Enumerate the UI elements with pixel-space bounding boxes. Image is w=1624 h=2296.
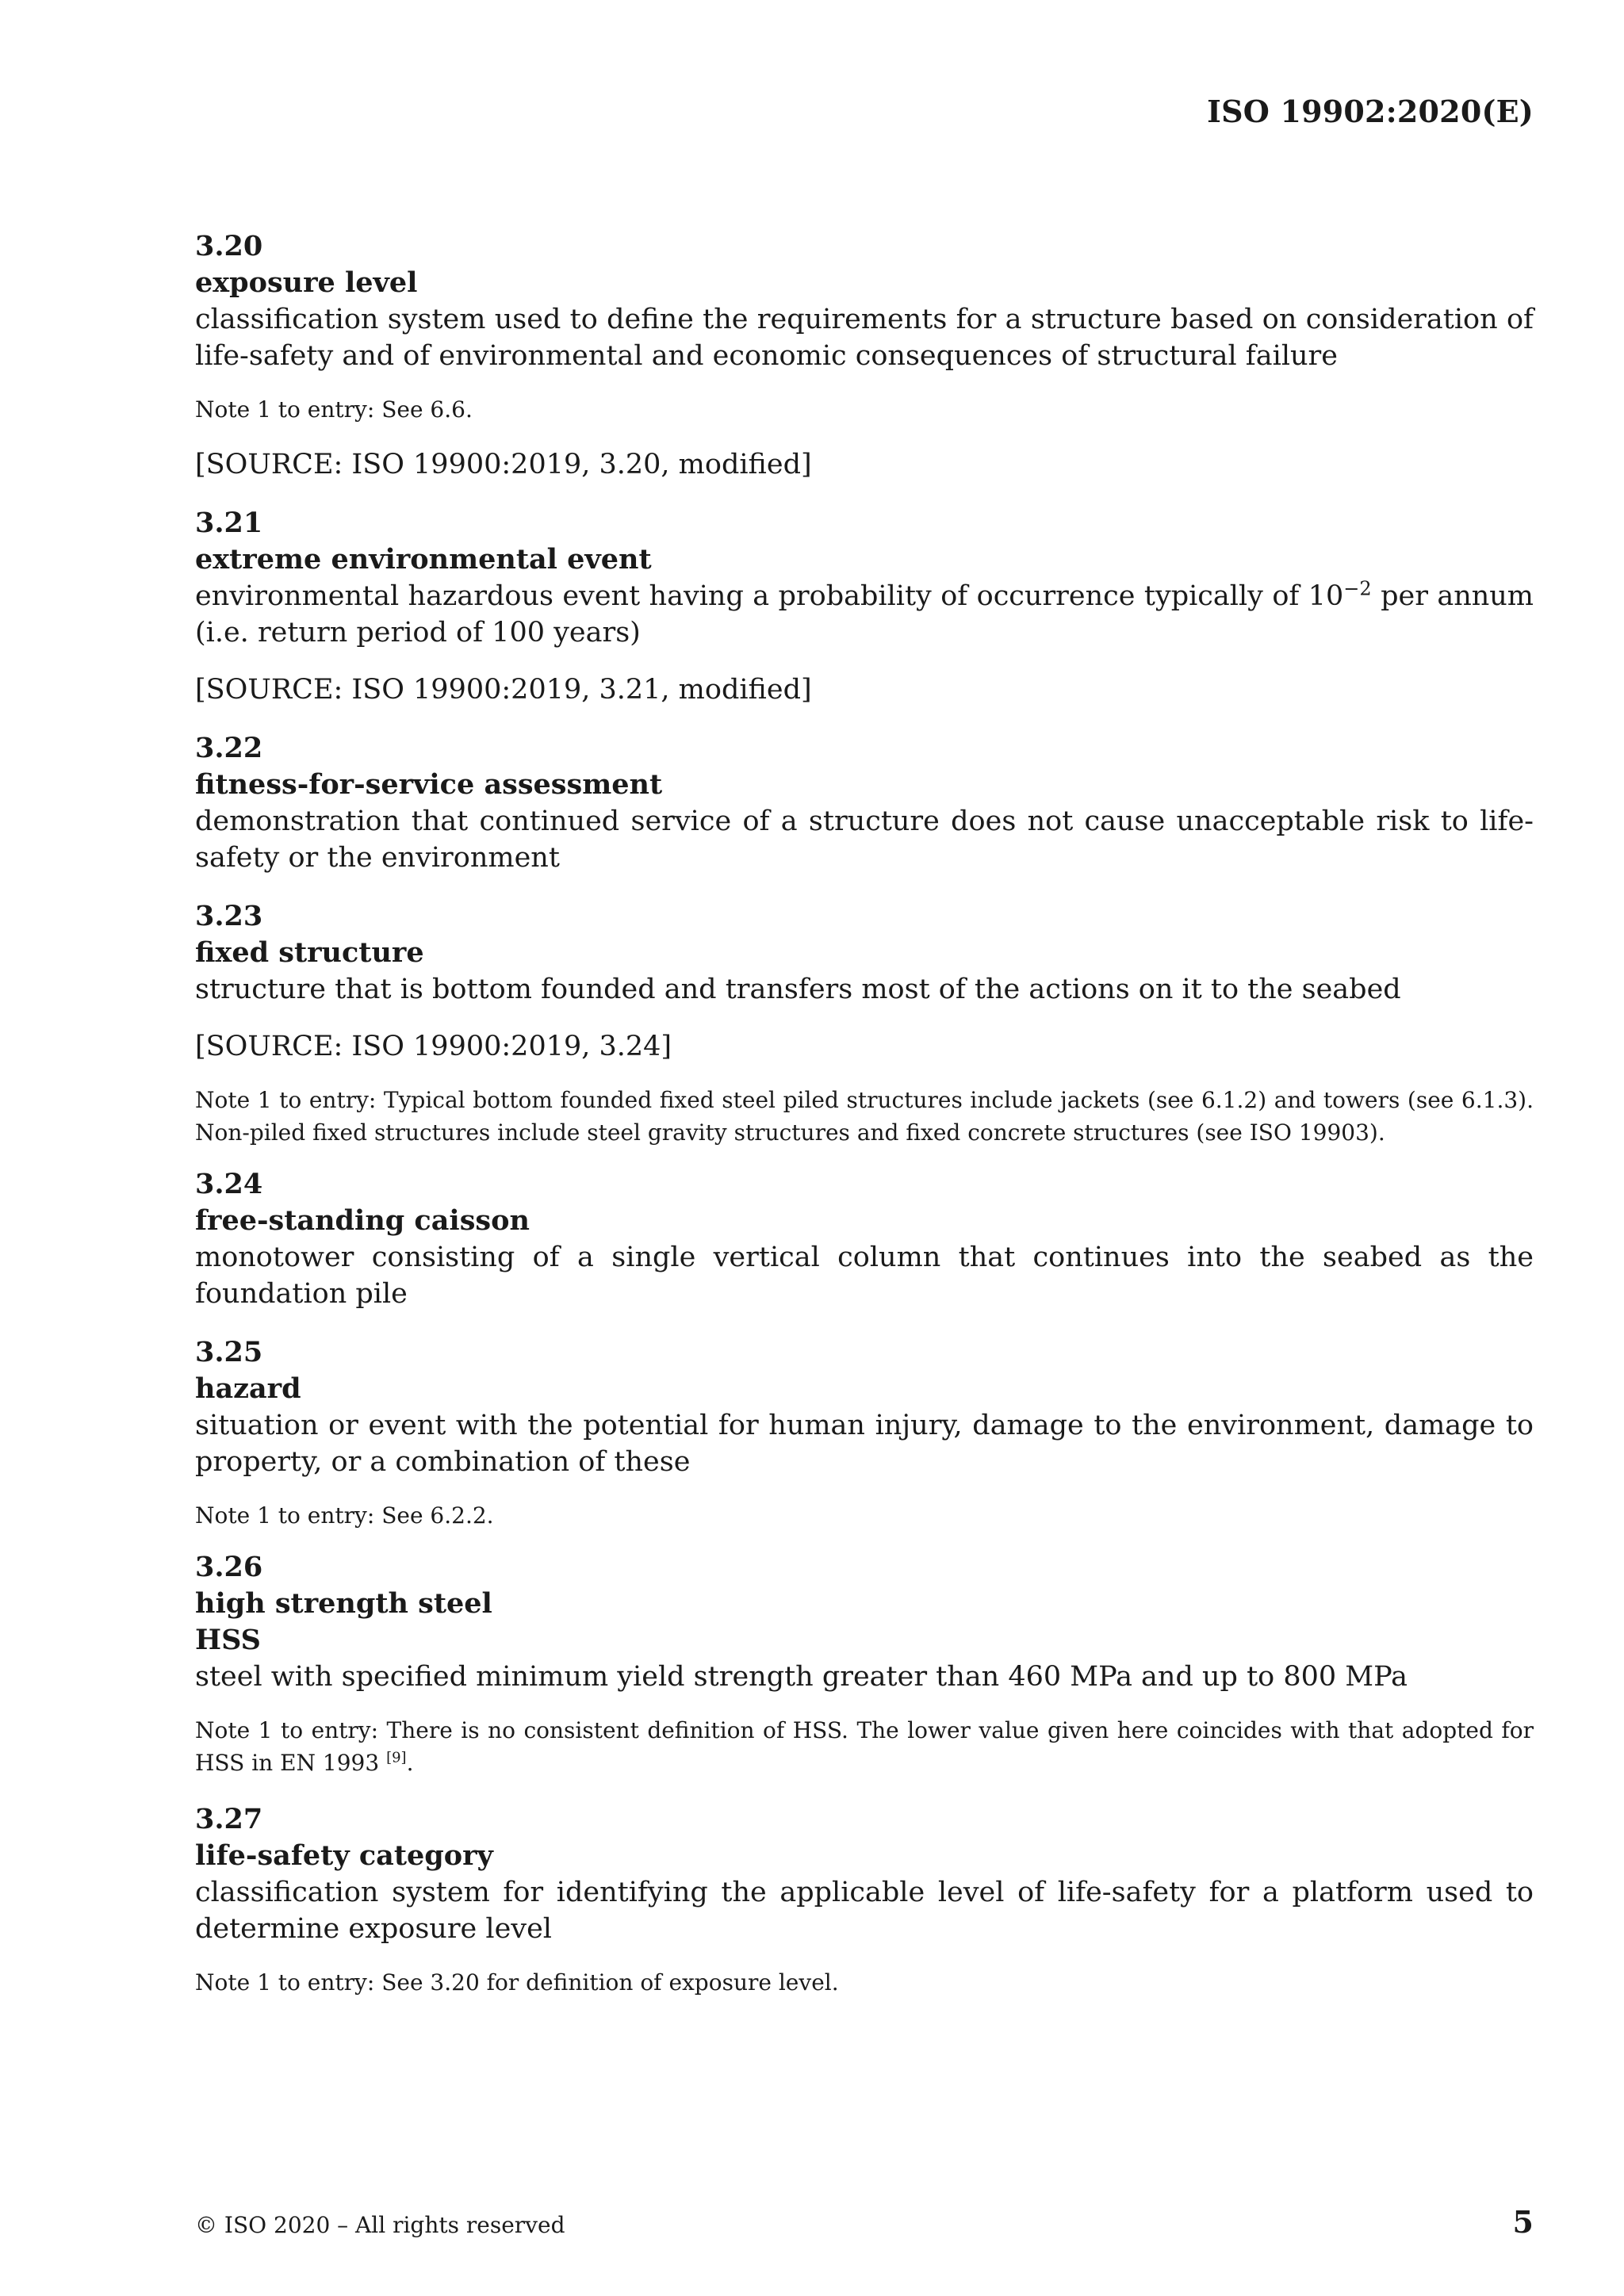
entry-term: exposure level bbox=[195, 266, 418, 299]
entry-definition: situation or event with the potential for human injury, damage to the environment, damage to property, or a combination of these bbox=[195, 1410, 1534, 1478]
definition-exponent: −2 bbox=[1343, 577, 1372, 600]
entry-term: fixed structure bbox=[195, 936, 424, 969]
term-entry-3-24 bbox=[195, 1166, 1534, 1312]
term-entry-3-26 bbox=[195, 1549, 1534, 1779]
entry-abbreviation: HSS bbox=[195, 1624, 261, 1656]
entry-note: Note 1 to entry: See 6.2.2. bbox=[195, 1502, 494, 1529]
entry-number: 3.21 bbox=[195, 507, 263, 539]
footer-copyright: © ISO 2020 – All rights reserved bbox=[195, 2212, 565, 2238]
entry-note: Note 1 to entry: Typical bottom founded fixed steel piled structures include jackets (see 6.1.2) and towers (see 6.1.3). Non-piled fixed structures include steel gravity structures and fixed concrete structures (see ISO 19903). bbox=[195, 1087, 1534, 1146]
entry-source: [SOURCE: ISO 19900:2019, 3.20, modified] bbox=[195, 449, 812, 480]
entry-number: 3.23 bbox=[195, 900, 263, 932]
bibliography-reference: [9] bbox=[386, 1749, 407, 1766]
entry-number: 3.27 bbox=[195, 1803, 263, 1835]
definition-text: environmental hazardous event having a probability of occurrence typically of 10 bbox=[195, 580, 1344, 612]
entry-term: life-safety category bbox=[195, 1839, 493, 1872]
entry-number: 3.26 bbox=[195, 1551, 263, 1583]
note-text-after: . bbox=[406, 1750, 414, 1776]
entry-note: Note 1 to entry: See 6.6. bbox=[195, 396, 473, 423]
entry-number: 3.25 bbox=[195, 1336, 263, 1368]
entry-source: [SOURCE: ISO 19900:2019, 3.24] bbox=[195, 1031, 672, 1062]
entry-term: hazard bbox=[195, 1372, 301, 1405]
entry-definition: steel with specified minimum yield strength greater than 460 MPa and up to 800 MPa bbox=[195, 1661, 1408, 1693]
entry-definition: classification system for identifying the applicable level of life-safety for a platform used to determine exposure level bbox=[195, 1877, 1534, 1945]
entry-number: 3.22 bbox=[195, 732, 263, 764]
terms-content bbox=[195, 228, 1534, 1999]
entry-definition bbox=[195, 578, 1534, 651]
term-entry-3-23 bbox=[195, 898, 1534, 1149]
entry-term: free-standing caisson bbox=[195, 1204, 530, 1237]
entry-term: high strength steel bbox=[195, 1587, 492, 1620]
entry-number: 3.20 bbox=[195, 230, 263, 262]
entry-definition: structure that is bottom founded and transfers most of the actions on it to the seabed bbox=[195, 974, 1401, 1005]
entry-definition: demonstration that continued service of a structure does not cause unacceptable risk to life-safety or the environment bbox=[195, 806, 1534, 874]
term-entry-3-25 bbox=[195, 1334, 1534, 1532]
term-entry-3-27 bbox=[195, 1801, 1534, 1999]
entry-note bbox=[195, 1714, 1534, 1779]
entry-note: Note 1 to entry: See 3.20 for definition of exposure level. bbox=[195, 1969, 839, 1996]
entry-source: [SOURCE: ISO 19900:2019, 3.21, modified] bbox=[195, 674, 812, 706]
definition-text-after: per annum (i.e. return period of 100 years) bbox=[195, 580, 1534, 649]
page-number: 5 bbox=[1512, 2204, 1534, 2240]
term-entry-3-22 bbox=[195, 730, 1534, 876]
entry-number: 3.24 bbox=[195, 1168, 263, 1200]
term-entry-3-21 bbox=[195, 505, 1534, 708]
entry-term: fitness-for-service assessment bbox=[195, 768, 663, 801]
note-text: Note 1 to entry: There is no consistent definition of HSS. The lower value given here coincides with that adopted for HSS in EN 1993 bbox=[195, 1717, 1534, 1776]
term-entry-3-20 bbox=[195, 228, 1534, 483]
document-standard-id: ISO 19902:2020(E) bbox=[1207, 94, 1534, 129]
entry-definition: monotower consisting of a single vertical column that continues into the seabed as the foundation pile bbox=[195, 1242, 1534, 1310]
entry-definition: classification system used to define the requirements for a structure based on consideration of life-safety and of environmental and economic consequences of structural failure bbox=[195, 304, 1534, 372]
entry-term: extreme environmental event bbox=[195, 543, 652, 576]
